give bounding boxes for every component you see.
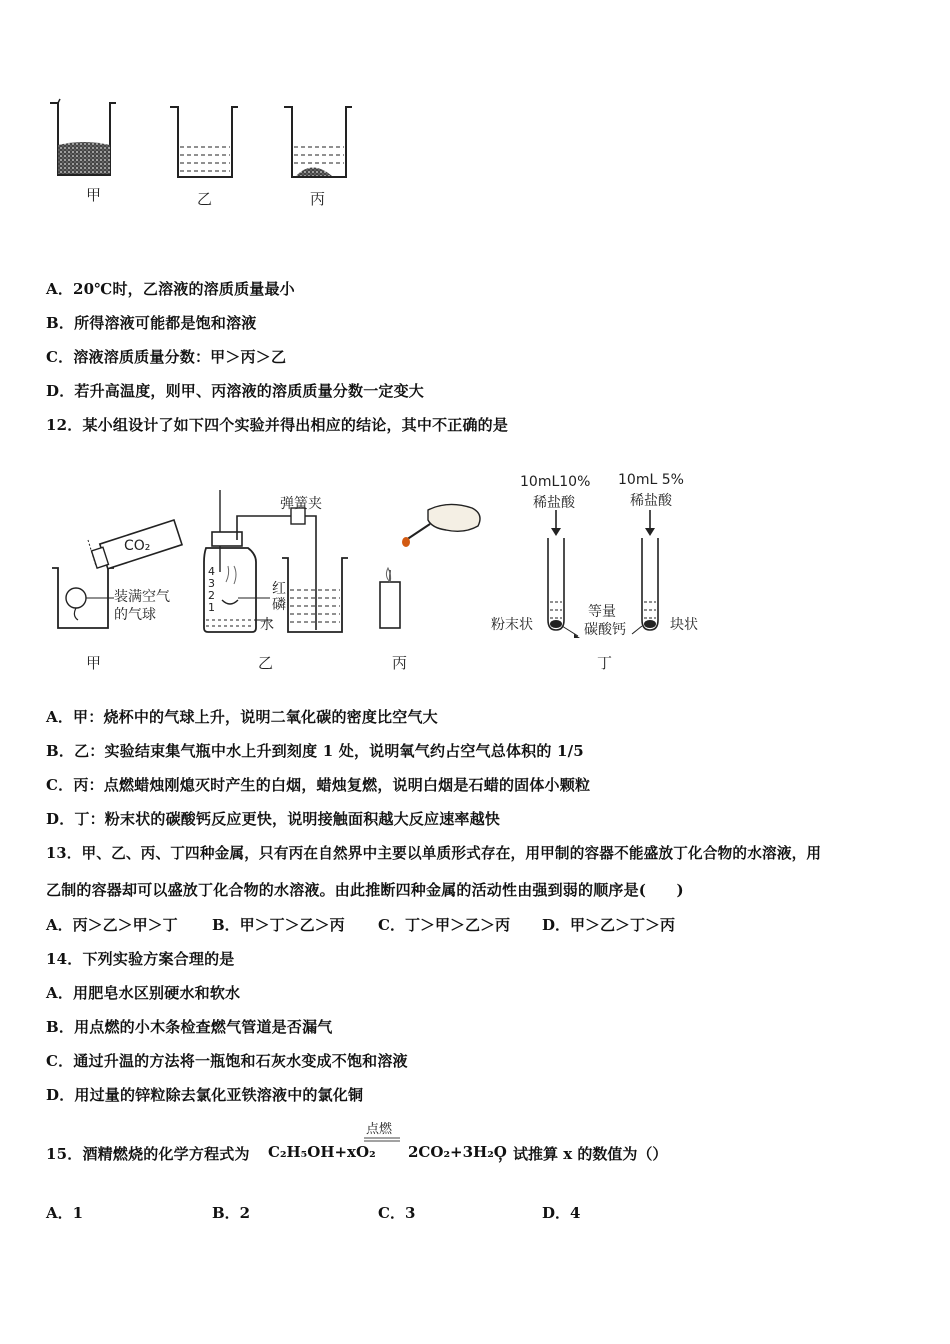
q11-option-a: A．20℃时，乙溶液的溶质质量最小 xyxy=(46,280,295,298)
block-label: 块状 xyxy=(670,617,698,633)
phosphorus-label-1: 红 xyxy=(272,581,286,597)
water-label: 水 xyxy=(260,617,274,633)
q11-option-b: B．所得溶液可能都是饱和溶液 xyxy=(46,314,257,332)
q15-option-d: D．4 xyxy=(542,1204,581,1222)
fig2-label-bing: 丙 xyxy=(392,654,408,672)
exp-bing xyxy=(380,504,480,628)
scale-2: 2 xyxy=(208,589,215,602)
balloon-label-1: 装满空气 xyxy=(114,589,170,605)
acid1-label-1: 10mL10% xyxy=(520,474,591,490)
powder-label: 粉末状 xyxy=(491,617,533,633)
fig2-label-jia: 甲 xyxy=(86,654,102,672)
q15-condition: 点燃 xyxy=(366,1122,393,1137)
acid2-label-1: 10mL 5% xyxy=(618,472,684,488)
q12-option-b: B．乙：实验结束集气瓶中水上升到刻度 1 处，说明氧气约占空气总体积的 1/5 xyxy=(46,742,584,760)
q14-option-a: A．用肥皂水区别硬水和软水 xyxy=(46,984,241,1002)
q13-stem-line1: 13．甲、乙、丙、丁四种金属，只有丙在自然界中主要以单质形式存在，用甲制的容器不能盛放丁化合物的水溶液，用 xyxy=(46,845,822,862)
q13-option-d: D．甲＞乙＞丁＞丙 xyxy=(542,916,676,934)
acid2-label-2: 稀盐酸 xyxy=(630,493,672,509)
q15-prefix: 15．酒精燃烧的化学方程式为 xyxy=(46,1145,250,1163)
q11-option-c: C．溶液溶质质量分数：甲＞丙＞乙 xyxy=(46,348,287,366)
q13-option-c: C．丁＞甲＞乙＞丙 xyxy=(378,916,510,934)
q14-stem: 14．下列实验方案合理的是 xyxy=(46,950,235,968)
scale-1: 1 xyxy=(208,601,215,614)
co2-label: CO₂ xyxy=(124,538,151,554)
fig1-label-yi: 乙 xyxy=(197,190,213,208)
q15-option-a: A．1 xyxy=(46,1204,84,1222)
q13-option-a: A．丙＞乙＞甲＞丁 xyxy=(46,916,178,934)
beaker-yi xyxy=(170,107,238,177)
scale-4: 4 xyxy=(208,565,215,578)
q13-option-b: B．甲＞丁＞乙＞丙 xyxy=(212,916,345,934)
q14-option-d: D．用过量的锌粒除去氯化亚铁溶液中的氯化铜 xyxy=(46,1086,364,1104)
q12-option-d: D．丁：粉末状的碳酸钙反应更快，说明接触面积越大反应速率越快 xyxy=(46,810,501,828)
scale-3: 3 xyxy=(208,577,215,590)
q14-option-c: C．通过升温的方法将一瓶饱和石灰水变成不饱和溶液 xyxy=(46,1052,408,1070)
beaker-jia xyxy=(50,99,116,175)
fig2-label-yi: 乙 xyxy=(258,654,274,672)
q11-option-d: D．若升高温度，则甲、丙溶液的溶质质量分数一定变大 xyxy=(46,382,425,400)
equal-label-1: 等量 xyxy=(588,604,616,620)
q15-option-c: C．3 xyxy=(378,1204,416,1222)
fig1-label-bing: 丙 xyxy=(310,190,326,208)
clip-label: 弹簧夹 xyxy=(280,496,322,512)
beaker-bing xyxy=(284,107,352,177)
q15-products: 2CO₂+3H₂O xyxy=(408,1143,507,1161)
q15-suffix: ，试推算 x 的数值为（） xyxy=(498,1145,668,1163)
acid1-label-2: 稀盐酸 xyxy=(533,495,575,511)
phosphorus-label-2: 磷 xyxy=(272,597,286,613)
q12-stem: 12．某小组设计了如下四个实验并得出相应的结论，其中不正确的是 xyxy=(46,416,509,434)
q13-stem-line2: 乙制的容器却可以盛放丁化合物的水溶液。由此推断四种金属的活动性由强到弱的顺序是( ) xyxy=(46,881,684,899)
q15-reactants: C₂H₅OH+xO₂ xyxy=(268,1143,376,1161)
equal-label-2: 碳酸钙 xyxy=(584,622,626,638)
fig1-label-jia: 甲 xyxy=(86,186,102,204)
q12-option-a: A．甲：烧杯中的气球上升，说明二氧化碳的密度比空气大 xyxy=(46,708,438,726)
q15-equals-sign xyxy=(364,1136,400,1144)
fig2-label-ding: 丁 xyxy=(597,654,613,672)
balloon-label-2: 的气球 xyxy=(114,607,156,623)
q15-option-b: B．2 xyxy=(212,1204,251,1222)
q12-option-c: C．丙：点燃蜡烛刚熄灭时产生的白烟，蜡烛复燃，说明白烟是石蜡的固体小颗粒 xyxy=(46,776,591,794)
q14-option-b: B．用点燃的小木条检查燃气管道是否漏气 xyxy=(46,1018,333,1036)
